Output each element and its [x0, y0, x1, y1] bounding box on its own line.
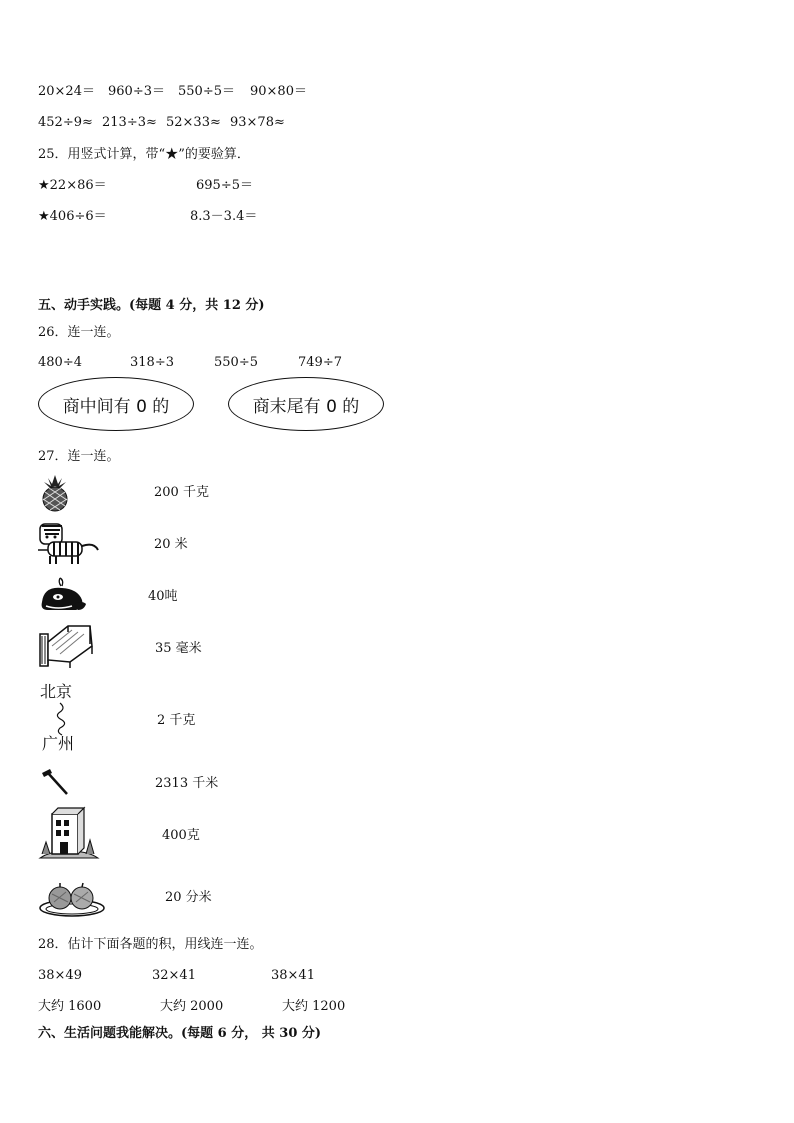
nail-icon	[40, 767, 70, 797]
q28-expr: 38×41	[271, 968, 315, 983]
q25-expr: ★406÷6＝	[38, 209, 107, 224]
oval-label: 商末尾有 0 的	[252, 396, 360, 417]
city-label-top: 北京	[40, 682, 73, 701]
q28-estimate: 大约 1200	[282, 999, 346, 1014]
measure-label: 2 千克	[157, 713, 196, 728]
q28-estimate: 大约 1600	[38, 999, 102, 1014]
measure-label: 400克	[162, 828, 200, 843]
q25-expr: 695÷5＝	[196, 178, 253, 193]
measure-label: 40吨	[148, 589, 178, 604]
map-route-icon	[40, 684, 84, 754]
tiger-icon	[36, 520, 102, 566]
q24-expr: 52×33≈	[166, 115, 221, 130]
q25-expr: ★22×86＝	[38, 178, 107, 193]
q28-estimate: 大约 2000	[160, 999, 224, 1014]
measure-label: 200 千克	[154, 485, 209, 500]
question-title: 28．估计下面各题的积，用线连一连。	[38, 937, 263, 952]
q25-expr: 8.3－3.4＝	[190, 209, 258, 224]
q24-expr: 213÷3≈	[102, 115, 157, 130]
section-heading: 五、动手实践。(每题 4 分，共 12 分)	[38, 298, 265, 313]
oval-label: 商中间有 0 的	[62, 396, 170, 417]
q26-expr: 550÷5	[214, 355, 258, 370]
section-heading: 六、生活问题我能解决。(每题 6 分， 共 30 分)	[38, 1026, 322, 1041]
q26-expr: 480÷4	[38, 355, 82, 370]
q28-expr: 38×49	[38, 968, 82, 983]
q24-expr: 550÷5＝	[178, 84, 235, 99]
q24-expr: 20×24＝	[38, 84, 95, 99]
route-line-icon	[48, 702, 74, 736]
q24-expr: 93×78≈	[230, 115, 285, 130]
q24-expr: 960÷3＝	[108, 84, 165, 99]
q26-expr: 749÷7	[298, 355, 342, 370]
oval-quotient-middle-zero	[38, 377, 194, 431]
pineapple-icon	[38, 474, 72, 512]
whale-icon	[38, 576, 88, 614]
measure-label: 20 分米	[165, 890, 212, 905]
building-icon	[38, 806, 100, 860]
q24-expr: 452÷9≈	[38, 115, 93, 130]
measure-label: 2313 千米	[155, 776, 219, 791]
question-title: 27．连一连。	[38, 449, 120, 464]
city-label-bottom: 广州	[42, 734, 75, 753]
question-title: 25．用竖式计算，带“★”的要验算．	[38, 147, 250, 162]
measure-label: 35 毫米	[155, 641, 202, 656]
q26-expr: 318÷3	[130, 355, 174, 370]
q28-expr: 32×41	[152, 968, 196, 983]
q24-expr: 90×80＝	[250, 84, 307, 99]
question-title: 26．连一连。	[38, 325, 120, 340]
oval-quotient-end-zero	[228, 377, 384, 431]
bed-icon	[38, 624, 94, 668]
fruit-plate-icon	[38, 880, 106, 918]
measure-label: 20 米	[154, 537, 188, 552]
